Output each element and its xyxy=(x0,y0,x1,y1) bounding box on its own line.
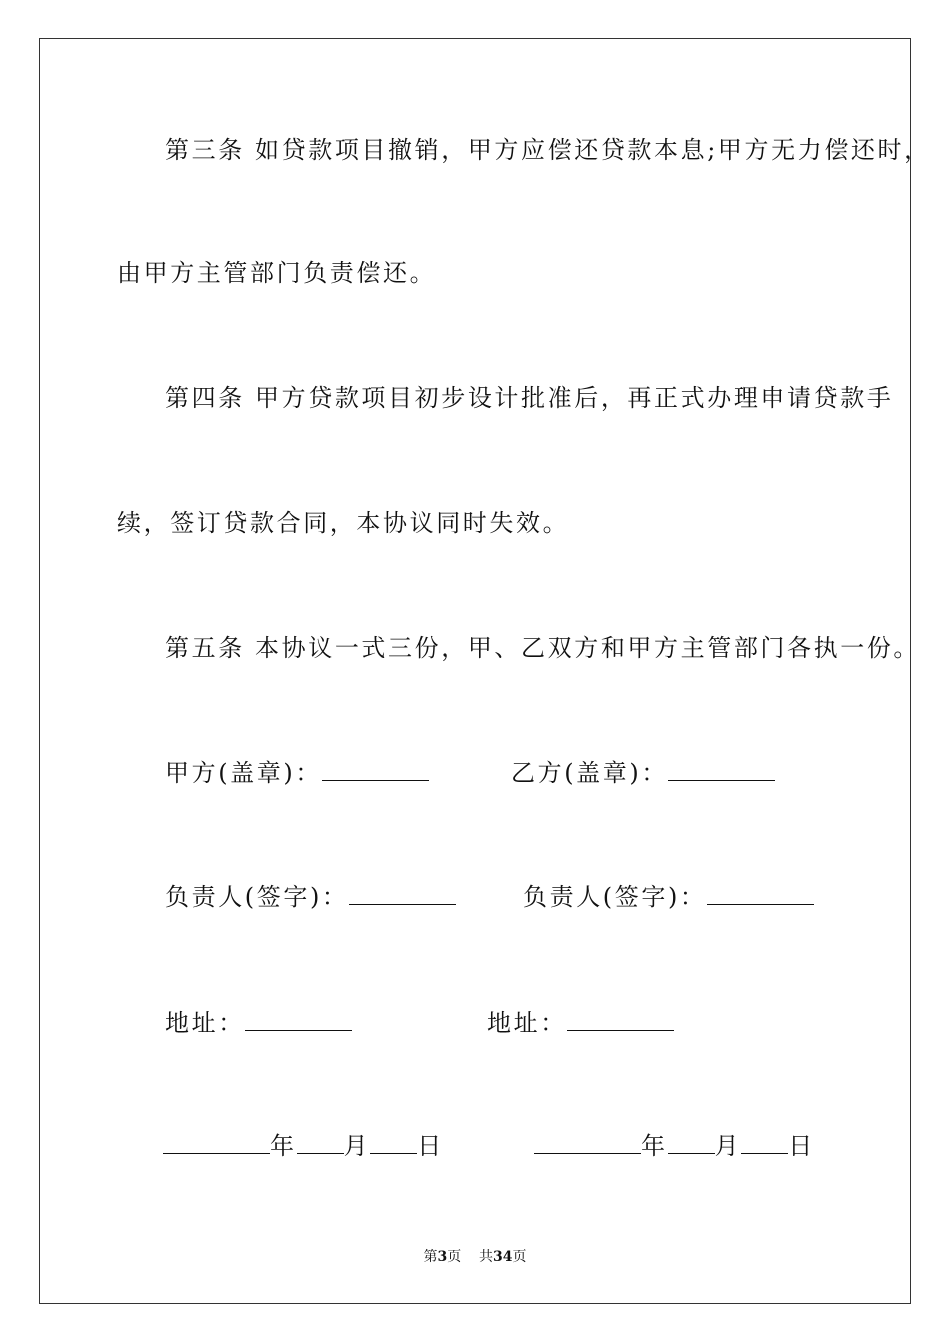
party-a-person-label: 负责人(签字)： xyxy=(165,883,349,911)
party-a-address-label: 地址： xyxy=(165,1009,245,1037)
party-b-seal-blank[interactable] xyxy=(668,758,775,781)
year-label: 年 xyxy=(270,1132,297,1160)
party-b-person-blank[interactable] xyxy=(707,882,814,905)
party-b-date-field xyxy=(534,1131,815,1161)
party-a-year-blank[interactable] xyxy=(163,1131,270,1154)
party-b-seal-field xyxy=(511,758,775,788)
party-b-year-blank[interactable] xyxy=(534,1131,641,1154)
party-a-person-field xyxy=(165,882,456,912)
article-4-line-2: 续，签订贷款合同，本协议同时失效。 xyxy=(117,509,570,537)
party-a-address-blank[interactable] xyxy=(245,1008,352,1031)
year-label: 年 xyxy=(641,1132,668,1160)
page-footer xyxy=(0,1247,950,1267)
page-prefix: 第 xyxy=(423,1249,438,1265)
party-b-month-blank[interactable] xyxy=(668,1131,715,1154)
party-b-address-blank[interactable] xyxy=(567,1008,674,1031)
party-b-address-field xyxy=(487,1008,674,1038)
day-label: 日 xyxy=(788,1132,815,1160)
party-b-person-label: 负责人(签字)： xyxy=(523,883,707,911)
month-label: 月 xyxy=(343,1132,371,1160)
total-pages: 34 xyxy=(493,1249,513,1265)
total-prefix: 共 xyxy=(479,1249,494,1265)
page-frame xyxy=(39,38,911,1304)
party-a-day-blank[interactable] xyxy=(370,1131,417,1154)
party-b-day-blank[interactable] xyxy=(741,1131,788,1154)
party-a-month-blank[interactable] xyxy=(297,1131,344,1154)
page-suffix: 页 xyxy=(447,1249,462,1265)
article-4-line-1: 第四条 甲方贷款项目初步设计批准后，再正式办理申请贷款手 xyxy=(165,384,894,412)
party-a-seal-field xyxy=(165,758,429,788)
day-label: 日 xyxy=(417,1132,444,1160)
article-5-line-1: 第五条 本协议一式三份，甲、乙双方和甲方主管部门各执一份。 xyxy=(165,634,921,662)
party-a-date-field xyxy=(163,1131,444,1161)
party-a-seal-label: 甲方(盖章)： xyxy=(165,759,322,787)
party-a-person-blank[interactable] xyxy=(349,882,456,905)
party-a-address-field xyxy=(165,1008,352,1038)
total-suffix: 页 xyxy=(512,1249,527,1265)
month-label: 月 xyxy=(714,1132,742,1160)
party-b-address-label: 地址： xyxy=(487,1009,567,1037)
article-3-line-1: 第三条 如贷款项目撤销，甲方应偿还贷款本息;甲方无力偿还时， xyxy=(165,136,931,164)
party-b-seal-label: 乙方(盖章)： xyxy=(511,759,668,787)
party-a-seal-blank[interactable] xyxy=(322,758,429,781)
party-b-person-field xyxy=(523,882,814,912)
article-3-line-2: 由甲方主管部门负责偿还。 xyxy=(117,259,437,287)
page-number: 3 xyxy=(437,1249,448,1265)
